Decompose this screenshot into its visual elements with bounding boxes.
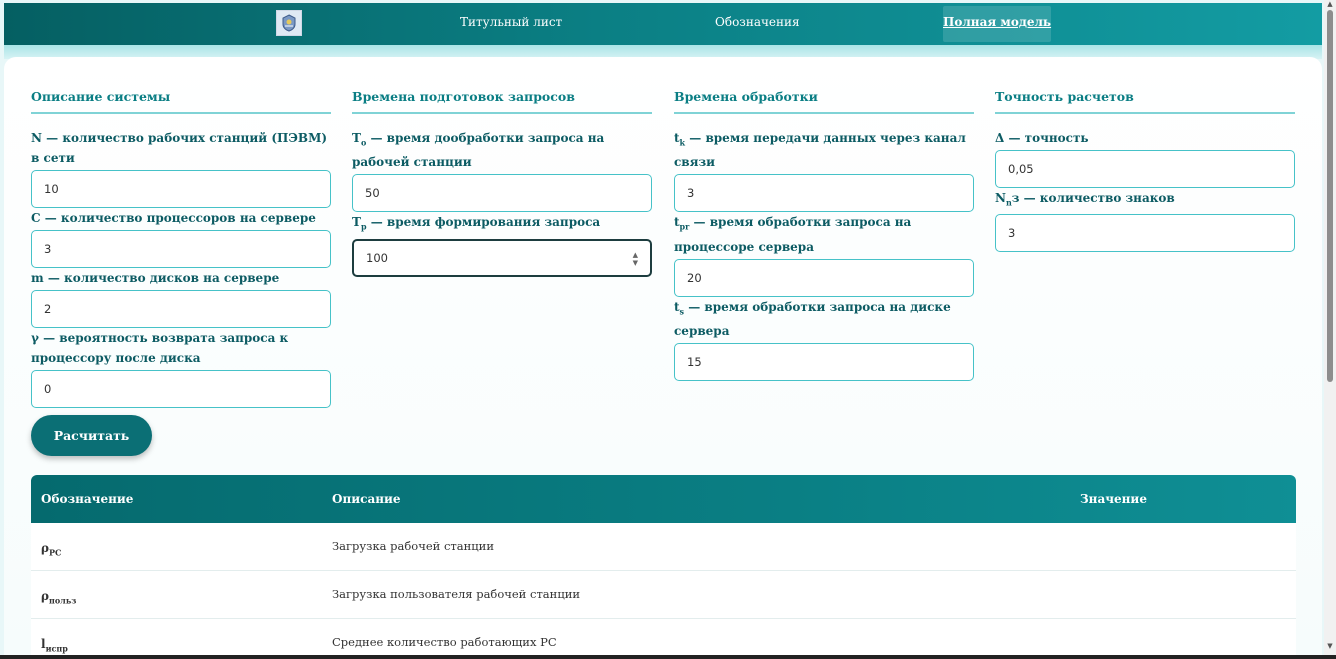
table-row xyxy=(31,571,1296,619)
row-symbol: $\rho_{PC}$ xyxy=(41,541,62,558)
digits-input[interactable] xyxy=(995,214,1295,252)
processors-input[interactable] xyxy=(31,230,331,268)
section-title: Точность расчетов xyxy=(995,89,1295,114)
formation-time-label: $T_р$ — время формирования запроса xyxy=(352,215,601,232)
calculate-button[interactable]: Расчитать xyxy=(31,415,152,456)
university-crest-icon[interactable] xyxy=(276,10,302,36)
table-row xyxy=(31,619,1296,659)
accuracy-input[interactable] xyxy=(995,150,1295,188)
accuracy-label: Δ — точность xyxy=(995,131,1089,145)
workstations-label: N — количество рабочих станций (ПЭВМ) в сети xyxy=(31,131,328,165)
row-description: Загрузка рабочей станции xyxy=(332,539,494,553)
accuracy-value: 0,05 xyxy=(1008,162,1034,176)
workstations-input[interactable] xyxy=(31,170,331,208)
scroll-up-icon[interactable]: ▲ xyxy=(1327,0,1333,8)
channel-time-label: $t_k$ — время передачи данных через канал связи xyxy=(674,131,966,170)
formation-time-input[interactable] xyxy=(352,239,652,277)
processors-label: C — количество процессоров на сервере xyxy=(31,211,316,225)
disks-label: m — количество дисков на сервере xyxy=(31,271,280,285)
scroll-down-icon[interactable]: ▼ xyxy=(1327,642,1333,650)
disk-time-label: $t_s$ — время обработки запроса на диске сервера xyxy=(674,299,951,339)
window-bottom-edge xyxy=(0,655,1336,659)
channel-time-input[interactable] xyxy=(674,174,974,212)
nav-notation[interactable]: Обозначения xyxy=(715,15,800,29)
top-navigation xyxy=(4,3,1322,45)
nav-title-page[interactable]: Титульный лист xyxy=(460,15,563,29)
channel-time-value: 3 xyxy=(687,186,695,201)
row-symbol: $l_{испр}$ xyxy=(41,637,68,654)
disk-time-input[interactable] xyxy=(674,343,974,381)
postprocess-time-value: 50 xyxy=(365,186,380,201)
digits-label: $N_nз$ — количество знаков xyxy=(995,191,1175,208)
processor-time-label: $t_{pr}$ — время обработки запроса на процессоре сервера xyxy=(674,215,912,254)
system-description-section xyxy=(31,89,331,408)
processing-times-section xyxy=(674,89,974,381)
row-description: Среднее количество работающих PC xyxy=(332,635,557,649)
section-title: Времена подготовок запросов xyxy=(352,89,652,114)
section-title: Описание системы xyxy=(31,89,331,114)
header-value: Значение xyxy=(1080,492,1147,506)
workstations-value: 10 xyxy=(44,182,59,196)
return-probability-value: 0 xyxy=(44,382,52,396)
header-description: Описание xyxy=(332,492,401,506)
accuracy-section xyxy=(995,89,1295,252)
digits-value: 3 xyxy=(1008,226,1016,241)
scrollbar[interactable] xyxy=(1324,0,1336,659)
nav-full-model[interactable]: Полная модель xyxy=(943,6,1051,42)
processors-value: 3 xyxy=(44,242,52,256)
results-table xyxy=(31,475,1296,659)
formation-time-value: 100 xyxy=(366,250,388,265)
processor-time-value: 20 xyxy=(687,270,702,285)
postprocess-time-input[interactable] xyxy=(352,174,652,212)
request-prep-section xyxy=(352,89,652,277)
table-row xyxy=(31,523,1296,571)
table-header xyxy=(31,475,1296,523)
header-symbol: Обозначение xyxy=(41,492,134,506)
disks-input[interactable] xyxy=(31,290,331,328)
row-symbol: $\rho_{польз}$ xyxy=(41,589,77,606)
row-description: Загрузка пользователя рабочей станции xyxy=(332,587,581,601)
number-spinner-icon[interactable]: ▲ ▼ xyxy=(632,250,638,267)
disk-time-value: 15 xyxy=(687,355,702,370)
section-title: Времена обработки xyxy=(674,89,974,114)
return-probability-input[interactable] xyxy=(31,370,331,408)
postprocess-time-label: $T_о$ — время дообработки запроса на рабочей станции xyxy=(352,131,605,170)
disks-value: 2 xyxy=(44,302,52,316)
scroll-thumb[interactable] xyxy=(1327,10,1333,382)
processor-time-input[interactable] xyxy=(674,259,974,297)
return-probability-label: γ — вероятность возврата запроса к процессору после диска xyxy=(31,331,289,365)
